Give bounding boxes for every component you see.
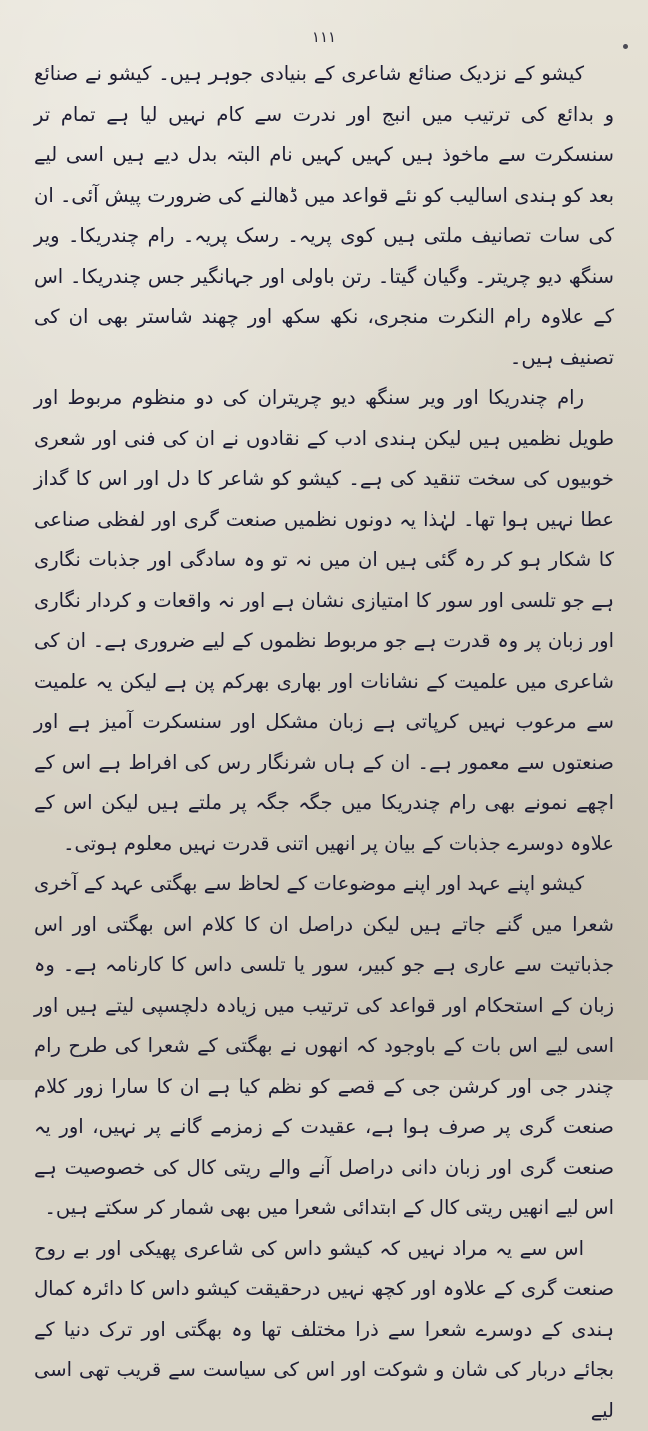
paragraph-1: کیشو کے نزدیک صنائع شاعری کے بنیادی جوہر ہیں۔ کیشو نے صنائع و بدائع کی ترتیب میں انبج اور ندرت سے کام نہیں لیا ہے تمام تر سنسکرت سے ماخوذ ہیں کہیں کہیں نام البتہ بدل دیے ہیں اسی لیے بعد کو ہندی اسالیب کو نئے قواعد میں ڈھالنے کی ضرورت پیش آئی۔ ان کی سات تصانیف ملتی ہیں کوی پریہ۔ رسک پریہ۔ رام چندریکا۔ ویر سنگھ دیو چریتر۔ وگیان گیتا۔ رتن باولی اور جہانگیر جس چندریکا۔ اس کے علاوہ رام النکرت منجری، نکھ سکھ اور چھند شاستر بھی ان کی تصنیف ہیں۔ <box>34 54 614 378</box>
paragraph-4: اس سے یہ مراد نہیں کہ کیشو داس کی شاعری پھیکی اور بے روح صنعت گری کے علاوہ اور کچھ نہیں درحقیقت کیشو داس کا دائرہ کمال ہندی کے دوسرے شعرا سے ذرا مختلف تھا وہ بھگتی اور ترک دنیا کے بجائے دربار کی شان و شوکت اور اس کی سیاست سے قریب تھی اسی لیے <box>34 1229 614 1431</box>
ink-speck <box>623 44 628 49</box>
page-number: ۱۱۱ <box>34 28 614 46</box>
page-text-body <box>34 54 614 1431</box>
paragraph-3: کیشو اپنے عہد اور اپنے موضوعات کے لحاظ سے بھگتی عہد کے آخری شعرا میں گنے جاتے ہیں لیکن دراصل ان کا کلام اس بھگتی اور اس جذباتیت سے عاری ہے جو کبیر، سور یا تلسی داس کا کارنامہ ہے۔ وہ زبان کے استحکام اور قواعد کی ترتیب میں زیادہ دلچسپی لیتے ہیں اور اسی لیے اس بات کے باوجود کہ انھوں نے بھگتی کے شعرا کی طرح رام چندر جی اور کرشن جی کے قصے کو نظم کیا ہے ان کا سارا زور کلام صنعت گری پر صرف ہوا ہے، عقیدت کے زمزمے گانے پر نہیں، اور یہ صنعت گری اور زبان دانی دراصل آنے والے ریتی کال کی خصوصیت ہے اس لیے انھیں ریتی کال کے ابتدائی شعرا میں بھی شمار کر سکتے ہیں۔ <box>34 864 614 1229</box>
paragraph-2: رام چندریکا اور ویر سنگھ دیو چریتران کی دو منظوم مربوط اور طویل نظمیں ہیں لیکن ہندی ادب کے نقادوں نے ان کی فنی اور شعری خوبیوں کی سخت تنقید کی ہے۔ کیشو کو شاعر کا دل اور اس کا گداز عطا نہیں ہوا تھا۔ لہٰذا یہ دونوں نظمیں صنعت گری اور لفظی صناعی کا شکار ہو کر رہ گئی ہیں ان میں نہ تو وہ سادگی اور جذبات نگاری ہے جو تلسی اور سور کا امتیازی نشان ہے اور نہ واقعات و کردار نگاری اور زبان پر وہ قدرت ہے جو مربوط نظموں کے لیے ضروری ہے۔ ان کی شاعری میں علمیت کے نشانات اور بھاری بھرکم پن ہے لیکن یہ علمیت سے مرعوب نہیں کرپاتی ہے زبان مشکل اور سنسکرت آمیز ہے اور صنعتوں سے معمور ہے۔ ان کے ہاں شرنگار رس کی افراط ہے اس کے اچھے نمونے بھی رام چندریکا میں جگہ جگہ پر ملتے ہیں لیکن اس کے علاوہ دوسرے جذبات کے بیان پر انھیں اتنی قدرت نہیں معلوم ہوتی۔ <box>34 378 614 864</box>
